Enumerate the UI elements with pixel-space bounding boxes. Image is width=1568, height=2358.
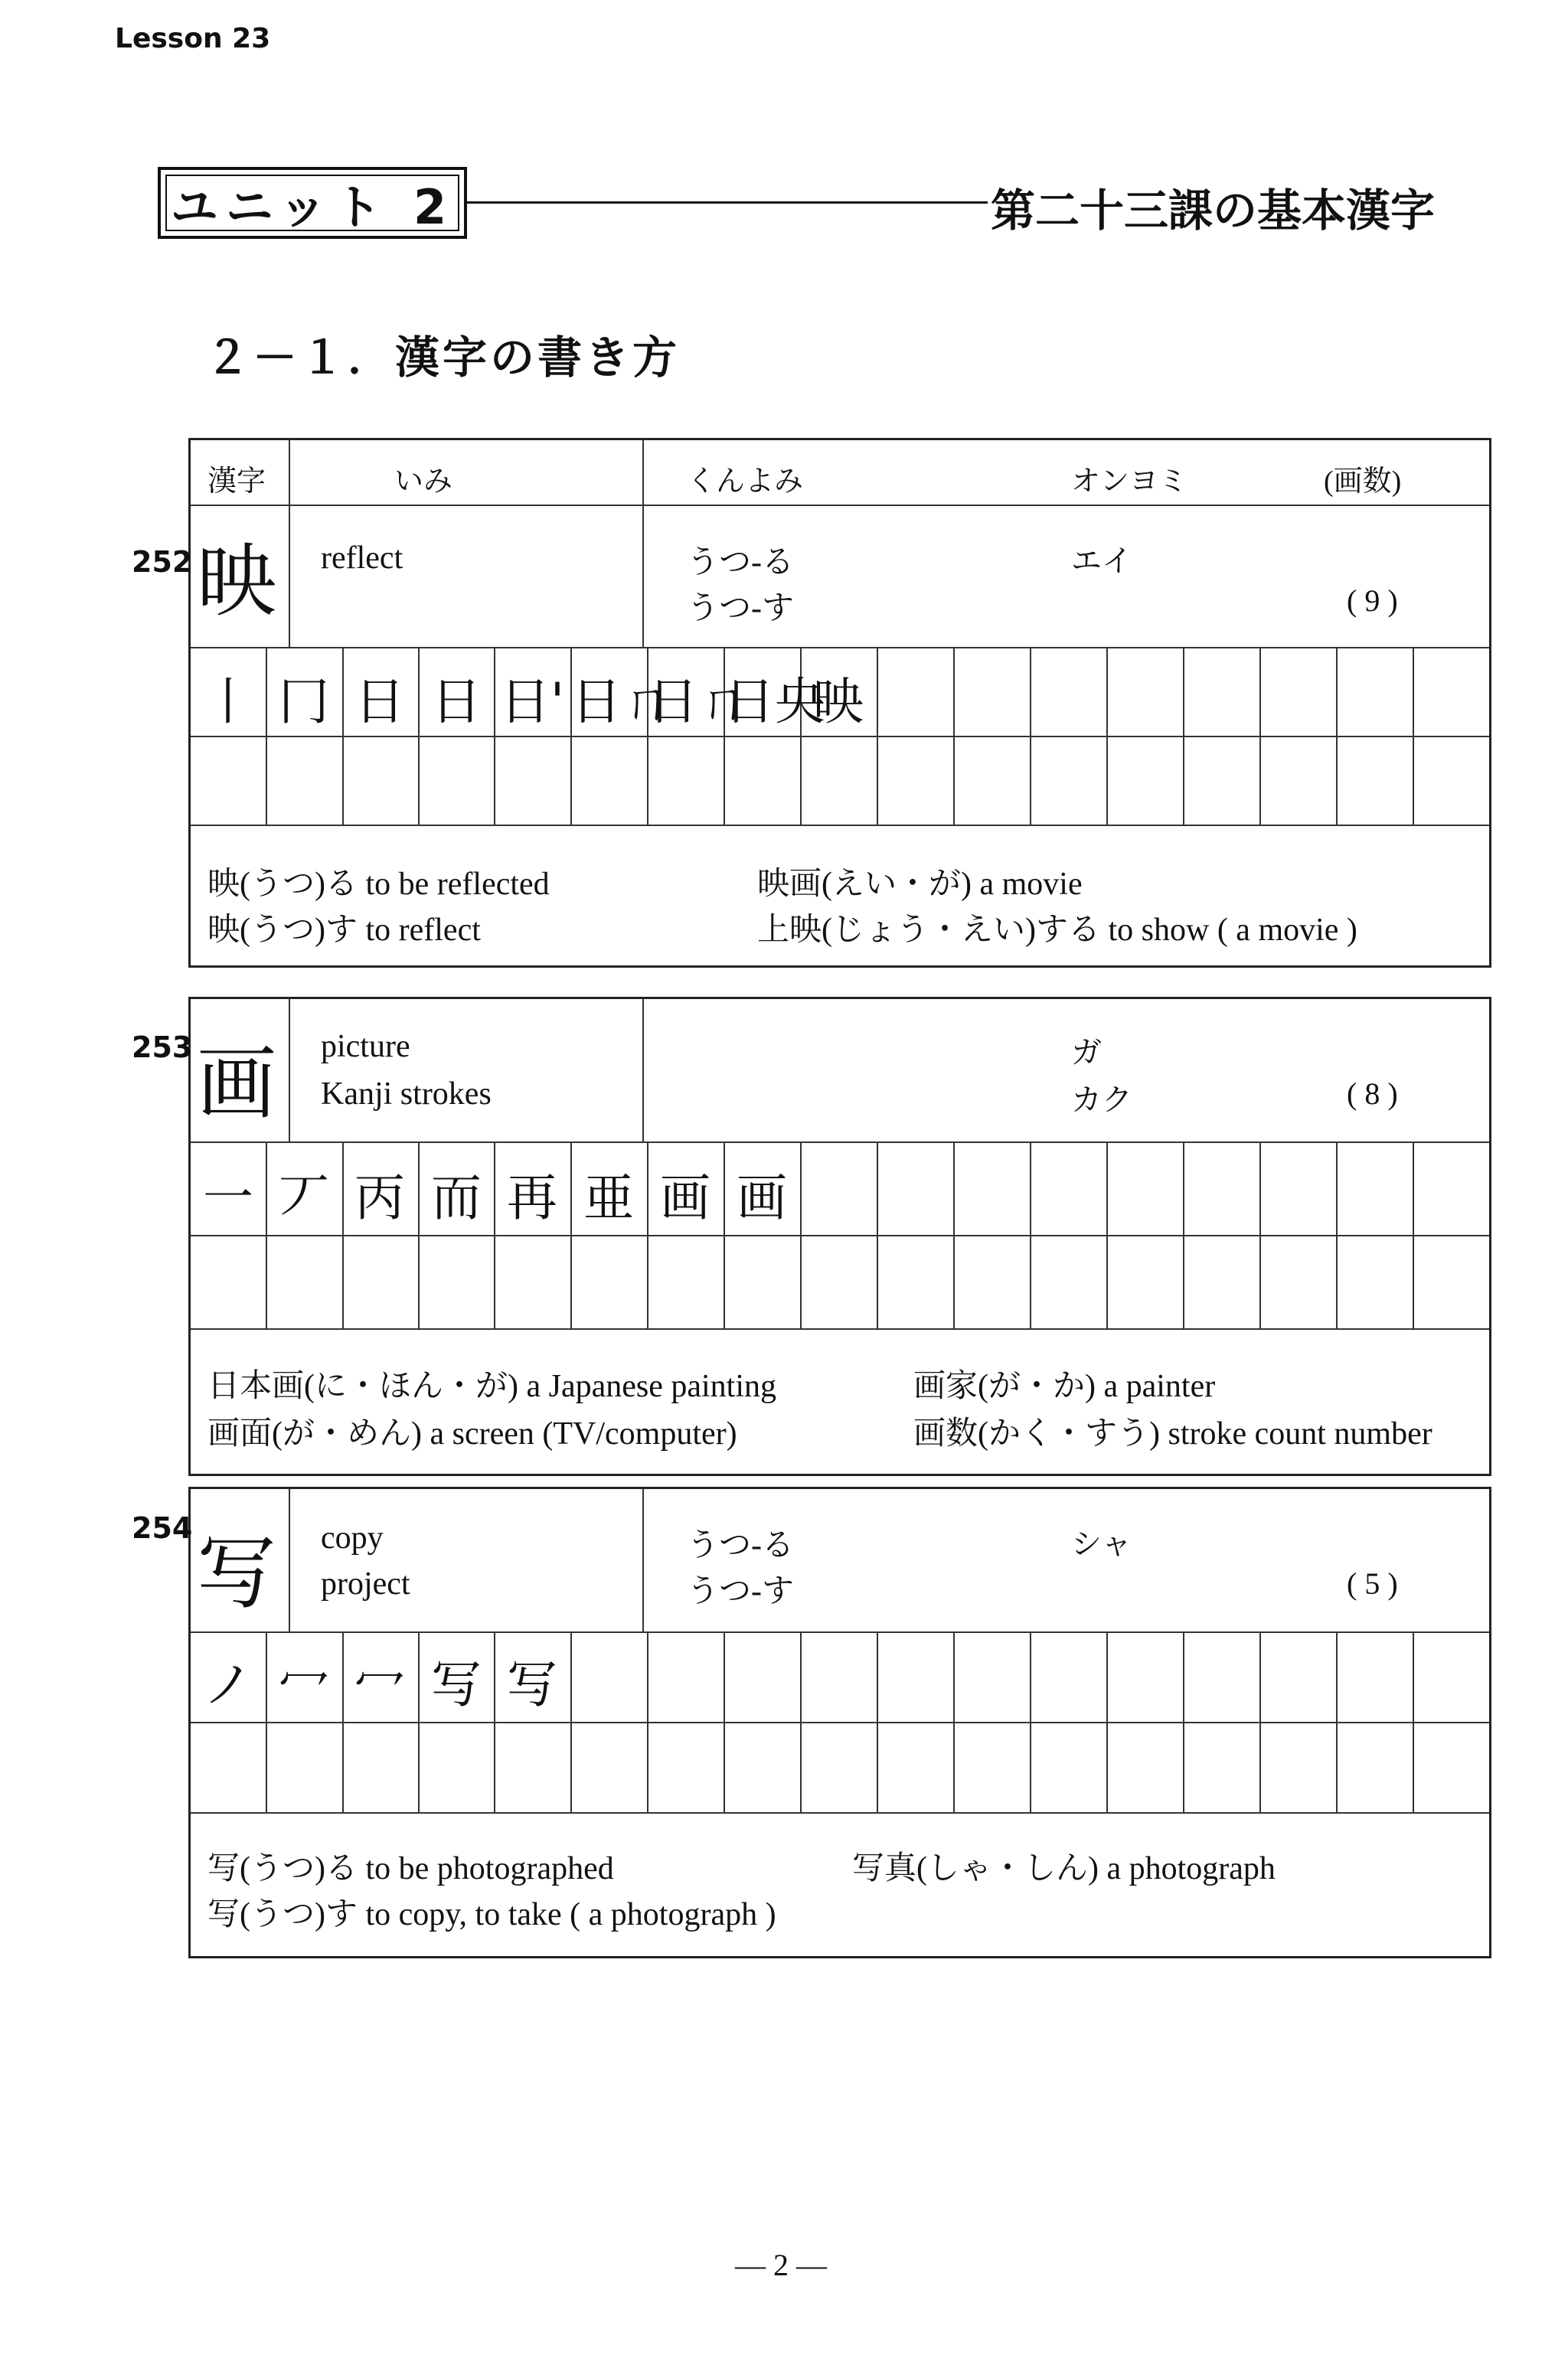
stroke-step: 画 bbox=[737, 1168, 787, 1227]
grid-line bbox=[1259, 1631, 1261, 1812]
grid-line bbox=[877, 1141, 878, 1328]
grid-line bbox=[953, 647, 955, 825]
col-divider bbox=[289, 1489, 290, 1631]
grid-line bbox=[877, 647, 878, 825]
unit-box bbox=[158, 167, 467, 239]
stroke-step: 丆 bbox=[279, 1168, 329, 1227]
col-divider bbox=[642, 440, 644, 647]
grid-line bbox=[1336, 1141, 1338, 1328]
row-divider bbox=[191, 736, 1489, 737]
onyomi: シャ bbox=[1071, 1527, 1132, 1561]
header-kunyomi: くんよみ bbox=[687, 465, 804, 498]
grid-line bbox=[1030, 1141, 1031, 1328]
grid-line bbox=[1183, 1141, 1184, 1328]
kunyomi: うつ-す bbox=[687, 591, 794, 626]
stroke-step: 日央 bbox=[724, 672, 825, 731]
grid-line bbox=[1030, 647, 1031, 825]
stroke-step: 冂 bbox=[279, 672, 329, 731]
kunyomi: うつ-る bbox=[687, 545, 794, 580]
stroke-step: 一 bbox=[203, 1168, 253, 1227]
col-divider bbox=[289, 999, 290, 1141]
header-stroke-count: (画数) bbox=[1324, 465, 1402, 498]
grid-line bbox=[1413, 1631, 1414, 1812]
grid-line bbox=[1336, 647, 1338, 825]
grid-line bbox=[1413, 1141, 1414, 1328]
grid-line bbox=[1183, 647, 1184, 825]
grid-line bbox=[800, 1631, 802, 1812]
stroke-step: 画 bbox=[660, 1168, 710, 1227]
stroke-step: 日 bbox=[354, 672, 405, 731]
kanji-table-253 bbox=[188, 997, 1491, 1476]
stroke-step: 日ㄇ bbox=[648, 672, 749, 731]
meaning: project bbox=[321, 1566, 410, 1602]
meaning: Kanji strokes bbox=[321, 1076, 492, 1112]
header-imi: いみ bbox=[394, 465, 453, 498]
onyomi: エイ bbox=[1071, 544, 1132, 578]
grid-line bbox=[1030, 1631, 1031, 1812]
example: 画家(が・か) a painter bbox=[913, 1369, 1216, 1404]
kanji-character: 写 bbox=[197, 1527, 277, 1620]
stroke-step: 日' bbox=[499, 672, 565, 731]
row-divider bbox=[191, 1722, 1489, 1723]
row-divider bbox=[191, 1631, 1489, 1633]
stroke-step: 丨 bbox=[203, 672, 253, 731]
grid-line bbox=[1413, 647, 1414, 825]
onyomi: カク bbox=[1071, 1083, 1132, 1117]
header-kanji: 漢字 bbox=[207, 465, 266, 498]
grid-line bbox=[1106, 1631, 1108, 1812]
meaning: reflect bbox=[321, 541, 403, 576]
row-divider bbox=[191, 1141, 1489, 1143]
grid-line bbox=[570, 1631, 572, 1812]
stroke-step: 冖 bbox=[354, 1655, 405, 1714]
grid-line bbox=[877, 1631, 878, 1812]
stroke-step: 再 bbox=[507, 1168, 557, 1227]
entry-number: 252 bbox=[132, 545, 193, 579]
col-divider bbox=[289, 440, 290, 647]
grid-line bbox=[1259, 1141, 1261, 1328]
header-onyomi: オンヨミ bbox=[1071, 465, 1188, 498]
stroke-count: ( 5 ) bbox=[1347, 1566, 1398, 1601]
example: 写真(しゃ・しん) a photograph bbox=[852, 1851, 1276, 1886]
stroke-step: 日 bbox=[431, 672, 482, 731]
page-number: — 2 — bbox=[735, 2248, 827, 2282]
grid-line bbox=[1336, 1631, 1338, 1812]
grid-line bbox=[1183, 1631, 1184, 1812]
stroke-step: 日ㄇ bbox=[571, 672, 672, 731]
row-divider bbox=[191, 505, 1489, 506]
example: 映(うつ)す to reflect bbox=[207, 913, 481, 948]
stroke-count: ( 8 ) bbox=[1347, 1076, 1398, 1111]
entry-number: 253 bbox=[132, 1030, 193, 1064]
row-divider bbox=[191, 1235, 1489, 1236]
grid-line bbox=[647, 1631, 648, 1812]
meaning: picture bbox=[321, 1029, 410, 1064]
example: 画面(が・めん) a screen (TV/computer) bbox=[207, 1416, 737, 1452]
kanji-character: 映 bbox=[197, 534, 277, 628]
stroke-step: 写 bbox=[507, 1655, 557, 1714]
stroke-step: 写 bbox=[431, 1655, 482, 1714]
stroke-count: ( 9 ) bbox=[1347, 583, 1398, 618]
stroke-step: 亜 bbox=[583, 1168, 634, 1227]
stroke-step: ノ bbox=[203, 1655, 253, 1714]
example: 写(うつ)す to copy, to take ( a photograph ) bbox=[207, 1897, 776, 1932]
kunyomi: うつ-る bbox=[687, 1528, 794, 1563]
section-title: ２－１．漢字の書き方 bbox=[205, 331, 681, 384]
example: 日本画(に・ほん・が) a Japanese painting bbox=[207, 1369, 777, 1404]
unit-label: ユニット 2 bbox=[170, 178, 455, 235]
stroke-step: 丙 bbox=[354, 1168, 405, 1227]
row-divider bbox=[191, 647, 1489, 648]
kanji-character: 画 bbox=[197, 1037, 277, 1130]
col-divider bbox=[642, 999, 644, 1141]
row-divider bbox=[191, 825, 1489, 826]
example: 画数(かく・すう) stroke count number bbox=[913, 1416, 1432, 1452]
kanji-table-252 bbox=[188, 438, 1491, 968]
unit-title: 第二十三課の基本漢字 bbox=[991, 185, 1436, 237]
grid-line bbox=[724, 1631, 725, 1812]
example: 写(うつ)る to be photographed bbox=[207, 1851, 614, 1886]
entry-number: 254 bbox=[132, 1511, 193, 1545]
onyomi: ガ bbox=[1071, 1035, 1102, 1070]
kanji-table-254 bbox=[188, 1487, 1491, 1958]
example: 映(うつ)る to be reflected bbox=[207, 867, 550, 902]
row-divider bbox=[191, 1328, 1489, 1330]
grid-line bbox=[1106, 647, 1108, 825]
unit-rule bbox=[467, 201, 988, 204]
example: 映画(えい・が) a movie bbox=[757, 867, 1083, 902]
grid-line bbox=[1259, 647, 1261, 825]
stroke-step: 映 bbox=[813, 672, 864, 731]
grid-line bbox=[1106, 1141, 1108, 1328]
example: 上映(じょう・えい)する to show ( a movie ) bbox=[757, 913, 1357, 948]
grid-line bbox=[800, 1141, 802, 1328]
grid-line bbox=[953, 1631, 955, 1812]
meaning: copy bbox=[321, 1520, 384, 1556]
col-divider bbox=[642, 1489, 644, 1631]
lesson-label: Lesson 23 bbox=[115, 23, 271, 54]
stroke-step: 冖 bbox=[279, 1655, 329, 1714]
stroke-step: 而 bbox=[431, 1168, 482, 1227]
kunyomi: うつ-す bbox=[687, 1574, 794, 1609]
row-divider bbox=[191, 1812, 1489, 1814]
grid-line bbox=[953, 1141, 955, 1328]
